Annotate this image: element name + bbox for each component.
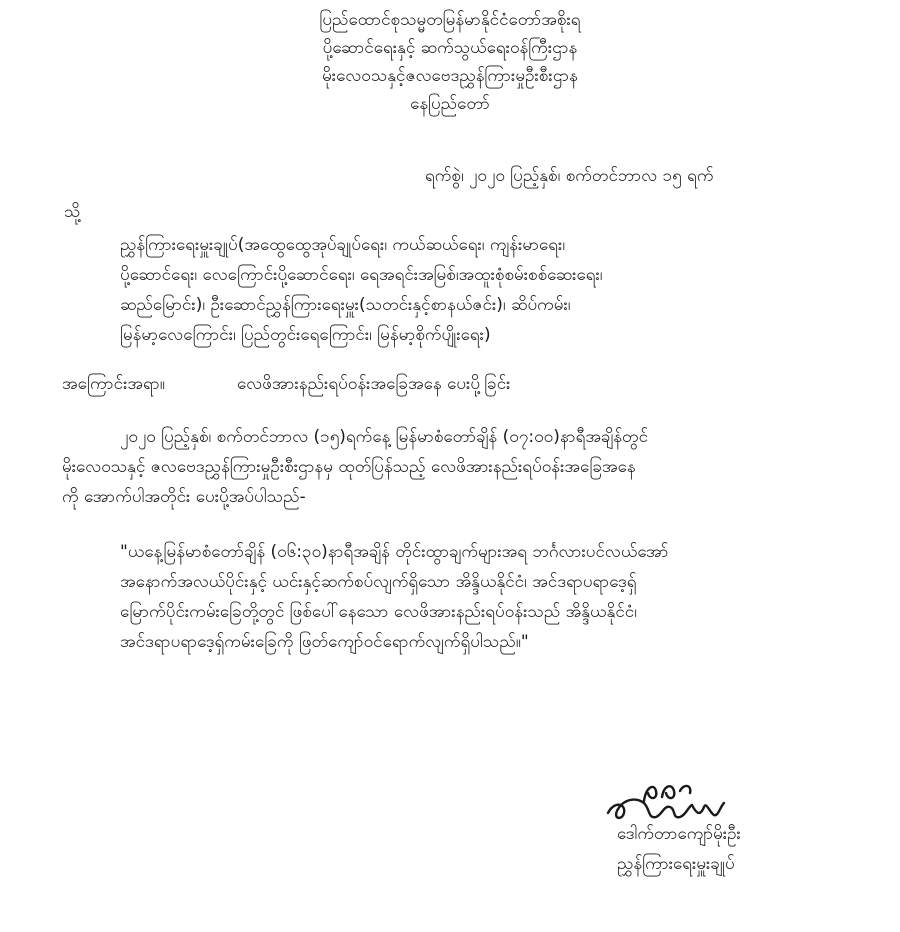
body-paragraph-line: ၂၀၂၀ ပြည့်နှစ်၊ စက်တင်ဘာလ (၁၅)ရက်နေ့ မြန်မာစံတော်ချိန် (၀၇:၀၀)နာရီအချိန်တွင် xyxy=(120,427,649,447)
signatory-title: ညွှန်ကြားရေးမှူးချုပ် xyxy=(617,854,735,874)
recipient-line: ဆည်မြောင်း)၊ ဦးဆောင်ညွှန်ကြားရေးမှူး(သတင်းနှင့်စာနယ်ဇင်း)၊ ဆိပ်ကမ်း၊ xyxy=(120,295,571,315)
recipient-label: သို့ xyxy=(64,202,81,222)
quote-line: အနောက်အလယ်ပိုင်းနှင့် ယင်းနှင့်ဆက်စပ်လျက်ရှိသော အိန္ဒိယနိုင်ငံ၊ အင်ဒရာပရာဒေ့ရှ် xyxy=(120,572,637,592)
header-department: မိုးလေဝသနှင့်ဇလဗေဒညွှန်ကြားမှုဦးစီးဌာန xyxy=(322,66,578,86)
recipient-line: ညွှန်ကြားရေးမှူးချုပ်(အထွေထွေအုပ်ချုပ်ရေး၊ ကယ်ဆယ်ရေး၊ ကျန်းမာရေး၊ xyxy=(120,235,566,255)
body-paragraph-line: မိုးလေဝသနှင့် ဇလဗေဒညွှန်ကြားမှုဦးစီးဌာနမှ ထုတ်ပြန်သည့် လေဖိအားနည်းရပ်ဝန်းအခြေအနေ xyxy=(62,457,636,477)
recipient-line: မြန်မာ့လေကြောင်း၊ ပြည်တွင်းရေကြောင်း၊ မြန်မာ့စိုက်ပျိုးရေး) xyxy=(120,325,491,345)
header-ministry: ပို့ဆောင်ရေးနှင့် ဆက်သွယ်ရေးဝန်ကြီးဌာန xyxy=(322,38,578,58)
header-location: နေပြည်တော် xyxy=(410,94,490,114)
body-paragraph-line: ကို အောက်ပါအတိုင်း ပေးပို့အပ်ပါသည်- xyxy=(62,487,306,507)
signatory-name: ဒေါက်တာကျော်မိုးဦး xyxy=(617,824,741,844)
quote-line: မြောက်ပိုင်းကမ်းခြေတို့တွင် ဖြစ်ပေါ်နေသော လေဖိအားနည်းရပ်ဝန်းသည် အိန္ဒိယနိုင်ငံ၊ xyxy=(120,602,637,622)
subject-text: လေဖိအားနည်းရပ်ဝန်းအခြေအနေ ပေးပို့ခြင်း xyxy=(237,374,511,394)
quote-line: အင်ဒရာပရာဒေ့ရှ်ကမ်းခြေကို ဖြတ်ကျော်ဝင်ရောက်လျက်ရှိပါသည်။" xyxy=(120,632,529,652)
reference-date: ရက်စွဲ၊ ၂၀၂၀ ပြည့်နှစ်၊ စက်တင်ဘာလ ၁၅ ရက် xyxy=(425,166,714,186)
recipient-line: ပို့ဆောင်ရေး၊ လေကြောင်းပို့ဆောင်ရေး၊ ရေအရင်းအမြစ်၊အထူးစုံစမ်းစစ်ဆေးရေး၊ xyxy=(120,265,603,285)
quote-line: "ယနေ့မြန်မာစံတော်ချိန် (၀၆:၃၀)နာရီအချိန် တိုင်းထွာချက်များအရ ဘင်္ဂလားပင်လယ်အော် xyxy=(120,542,669,562)
header-government: ပြည်ထောင်စုသမ္မတမြန်မာနိုင်ငံတော်အစိုးရ xyxy=(319,10,581,30)
subject-label: အကြောင်းအရာ။ xyxy=(62,374,165,394)
